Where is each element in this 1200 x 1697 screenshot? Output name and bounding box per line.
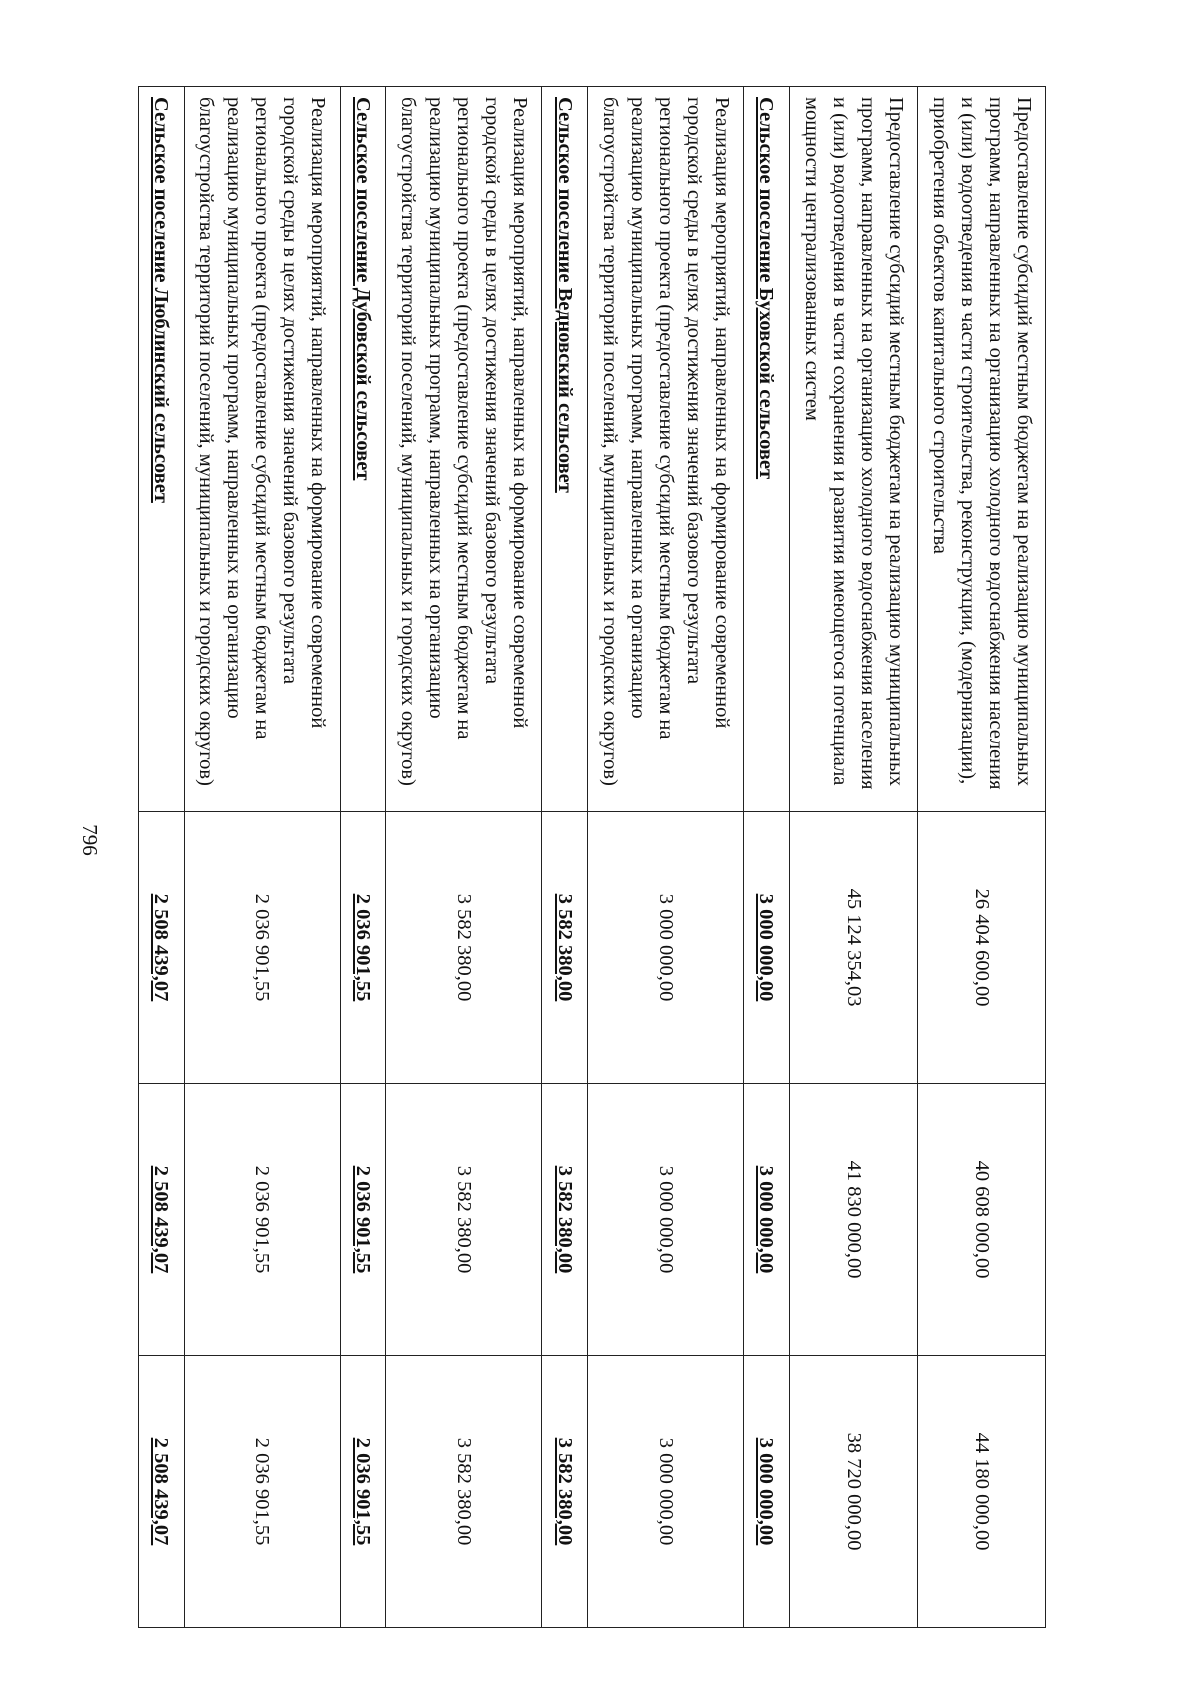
settlement-header-row [340,87,386,1628]
settlement-header-row [744,87,790,1628]
budget-table [138,86,1046,1628]
total-year-1: 2 036 901,55 [340,812,386,1084]
total-year-3: 2 036 901,55 [340,1356,386,1628]
value-year-3: 3 000 000,00 [588,1356,744,1628]
table-row [789,87,918,1628]
total-year-3: 2 508 439,07 [139,1356,185,1628]
value-year-3: 3 582 380,00 [386,1356,542,1628]
total-year-1: 3 582 380,00 [542,812,588,1084]
value-year-1: 26 404 600,00 [918,812,1046,1084]
total-year-3: 3 582 380,00 [542,1356,588,1628]
value-year-1: 45 124 354,03 [789,812,918,1084]
table-row [386,87,542,1628]
value-year-1: 3 582 380,00 [386,812,542,1084]
value-year-2: 3 582 380,00 [386,1084,542,1356]
row-name: Реализация мероприятий, направленных на формирование современной городской среды в целях достижения значений базового результата регионального проекта (предоставление субсидий местным бюджетам на реализацию муниципальных программ, направленных на организацию благоустройства территорий поселений, муниципальных и городских округов) [588,87,744,812]
value-year-3: 2 036 901,55 [184,1356,340,1628]
row-name: Реализация мероприятий, направленных на формирование современной городской среды в целях достижения значений базового результата регионального проекта (предоставление субсидий местным бюджетам на реализацию муниципальных программ, направленных на организацию благоустройства территорий поселений, муниципальных и городских округов) [184,87,340,812]
total-year-2: 2 508 439,07 [139,1084,185,1356]
value-year-3: 44 180 000,00 [918,1356,1046,1628]
row-name: Реализация мероприятий, направленных на формирование современной городской среды в целях достижения значений базового результата регионального проекта (предоставление субсидий местным бюджетам на реализацию муниципальных программ, направленных на организацию благоустройства территорий поселений, муниципальных и городских округов) [386,87,542,812]
table-row [918,87,1046,1628]
row-name: Предоставление субсидий местным бюджетам на реализацию муниципальных программ, направленных на организацию холодного водоснабжения населения и (или) водоотведения в части строительства, реконструкции, (модернизации), приобретения объектов капитального строительства [918,87,1046,812]
total-year-2: 3 582 380,00 [542,1084,588,1356]
settlement-name: Сельское поселение Ведновский сельсовет [542,87,588,812]
settlement-header-row [139,87,185,1628]
total-year-2: 2 036 901,55 [340,1084,386,1356]
value-year-3: 38 720 000,00 [789,1356,918,1628]
total-year-1: 2 508 439,07 [139,812,185,1084]
table-row [588,87,744,1628]
table-row [184,87,340,1628]
rotated-table-container [138,86,1046,1627]
row-name: Предоставление субсидий местным бюджетам на реализацию муниципальных программ, направленных на организацию холодного водоснабжения населения и (или) водоотведения в части сохранения и развития имеющегося потенциала мощности централизованных систем [789,87,918,812]
settlement-name: Сельское поселение Дубовской сельсовет [340,87,386,812]
total-year-2: 3 000 000,00 [744,1084,790,1356]
value-year-1: 3 000 000,00 [588,812,744,1084]
total-year-3: 3 000 000,00 [744,1356,790,1628]
value-year-2: 41 830 000,00 [789,1084,918,1356]
value-year-1: 2 036 901,55 [184,812,340,1084]
settlement-name: Сельское поселение Люблинский сельсовет [139,87,185,812]
value-year-2: 40 608 000,00 [918,1084,1046,1356]
value-year-2: 2 036 901,55 [184,1084,340,1356]
settlement-name: Сельское поселение Буховской сельсовет [744,87,790,812]
total-year-1: 3 000 000,00 [744,812,790,1084]
page-number: 796 [78,824,102,856]
value-year-2: 3 000 000,00 [588,1084,744,1356]
settlement-header-row [542,87,588,1628]
